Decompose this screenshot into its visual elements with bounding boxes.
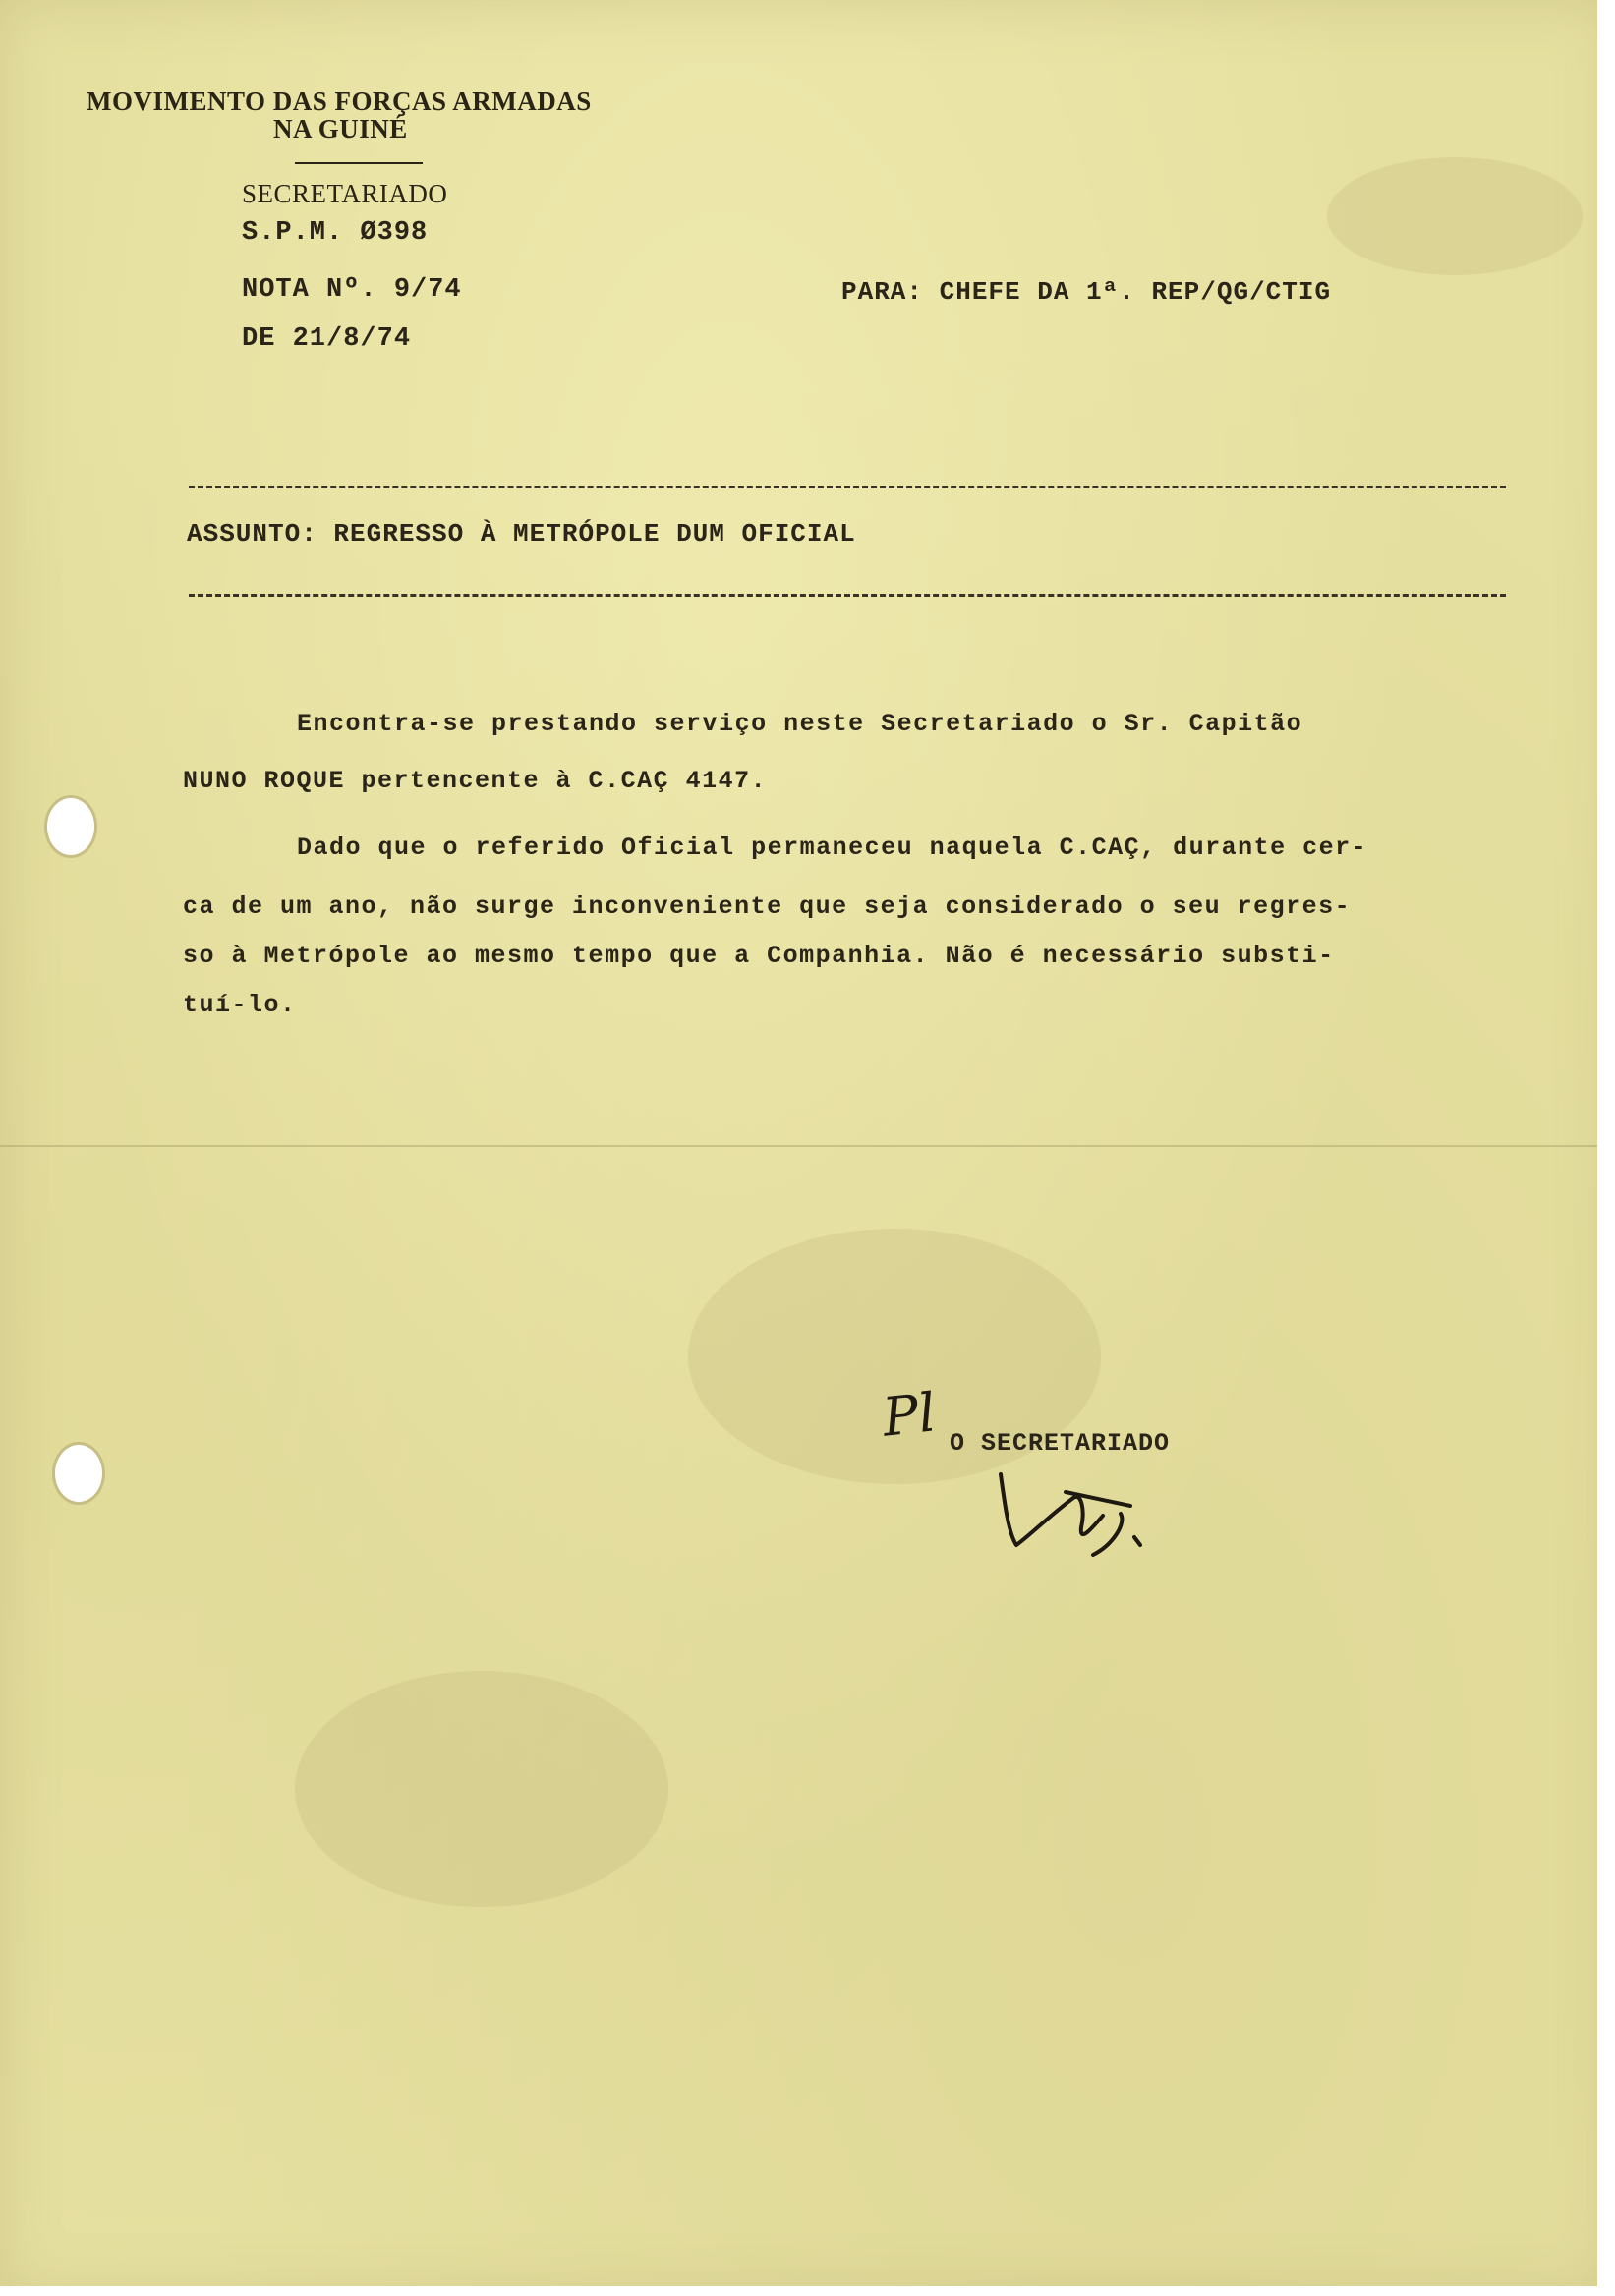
signature-block-label: O SECRETARIADO [950,1429,1171,1458]
org-name-line1: MOVIMENTO DAS FORÇAS ARMADAS [87,86,592,116]
paper-stain [295,1671,668,1907]
note-date: DE 21/8/74 [242,324,412,354]
body-p2-line3: so à Metrópole ao mesmo tempo que a Companhia. Não é necessário substi- [183,942,1335,970]
body-p2-line1: Dado que o referido Oficial permaneceu naquela C.CAÇ, durante cer- [297,833,1368,862]
subject-rule-bottom [189,594,1506,597]
nota-number: NOTA Nº. 9/74 [242,275,462,305]
subject-rule-top [189,486,1506,488]
body-p2-line4: tuí-lo. [183,991,297,1019]
body-p1-line2: NUNO ROQUE pertencente à C.CAÇ 4147. [183,767,768,795]
scan-edge-bottom [0,2286,1615,2296]
department-name: SECRETARIADO [242,179,448,208]
org-name-line2: NA GUINÉ [273,114,408,144]
signature-prefix: Pl [879,1381,939,1449]
scan-edge-right [1597,0,1615,2296]
punch-hole-top [47,798,94,855]
handwritten-signature [983,1455,1180,1573]
paper-stain [1327,157,1583,275]
body-p2-line2: ca de um ano, não surge inconveniente que seja considerado o seu regres- [183,892,1352,921]
fold-line [0,1145,1615,1147]
subject-line: ASSUNTO: REGRESSO À METRÓPOLE DUM OFICIAL [187,519,856,548]
punch-hole-bottom [55,1445,102,1502]
spm-number: S.P.M. Ø398 [242,218,429,248]
body-p1-line1: Encontra-se prestando serviço neste Secretariado o Sr. Capitão [297,710,1303,738]
recipient-line: PARA: CHEFE DA 1ª. REP/QG/CTIG [841,277,1332,307]
letterhead-underline [295,162,423,164]
